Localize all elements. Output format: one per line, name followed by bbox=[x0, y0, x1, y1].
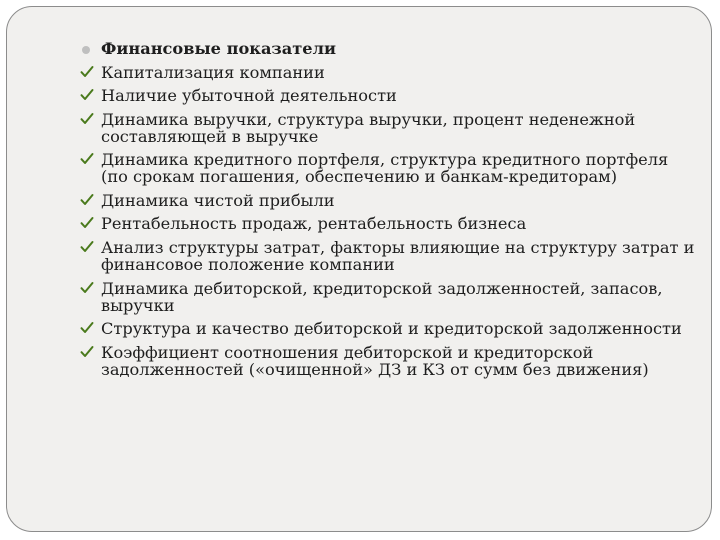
list-item bbox=[80, 215, 695, 232]
checkmark-icon bbox=[80, 152, 94, 167]
list-item-text: Рентабельность продаж, рентабельность бизнеса bbox=[101, 214, 527, 234]
bullet-list bbox=[80, 40, 695, 385]
round-bullet-icon bbox=[80, 41, 94, 56]
list-item-text: Структура и качество дебиторской и кредиторской задолженности bbox=[101, 319, 682, 339]
list-item bbox=[80, 192, 695, 209]
list-item bbox=[80, 344, 695, 378]
checklist-items bbox=[80, 64, 695, 379]
list-item-text: Анализ структуры затрат, факторы влияющие на структуру затрат и финансовое положение компании bbox=[101, 237, 695, 275]
list-item-text: Наличие убыточной деятельности bbox=[101, 86, 397, 105]
checkmark-icon bbox=[80, 345, 94, 360]
heading-text: Финансовые показатели bbox=[101, 39, 337, 58]
checkmark-icon bbox=[80, 88, 94, 103]
checkmark-icon bbox=[80, 65, 94, 80]
checkmark-icon bbox=[80, 216, 94, 231]
list-item bbox=[80, 87, 695, 104]
list-item-text: Динамика кредитного портфеля, структура кредитного портфеля (по срокам погашения, обеспечению и банкам-кредиторам) bbox=[101, 150, 669, 187]
list-item bbox=[80, 111, 695, 145]
checkmark-icon bbox=[80, 240, 94, 255]
list-item-text: Динамика выручки, структура выручки, процент неденежной составляющей в выручке bbox=[101, 109, 636, 146]
list-item-text: Капитализация компании bbox=[101, 62, 325, 82]
list-item bbox=[80, 239, 695, 273]
list-item bbox=[80, 151, 695, 185]
list-heading bbox=[80, 40, 695, 57]
list-item bbox=[80, 320, 695, 337]
list-item bbox=[80, 280, 695, 314]
list-item-text: Коэффициент соотношения дебиторской и кредиторской задолженностей («очищенной» ДЗ и КЗ от сумм без движения) bbox=[101, 342, 649, 380]
checkmark-icon bbox=[80, 281, 94, 296]
checkmark-icon bbox=[80, 112, 94, 127]
checkmark-icon bbox=[80, 321, 94, 336]
list-item bbox=[80, 64, 695, 81]
checkmark-icon bbox=[80, 193, 94, 208]
list-item-text: Динамика дебиторской, кредиторской задолженностей, запасов, выручки bbox=[101, 278, 663, 315]
list-item-text: Динамика чистой прибыли bbox=[101, 190, 335, 210]
